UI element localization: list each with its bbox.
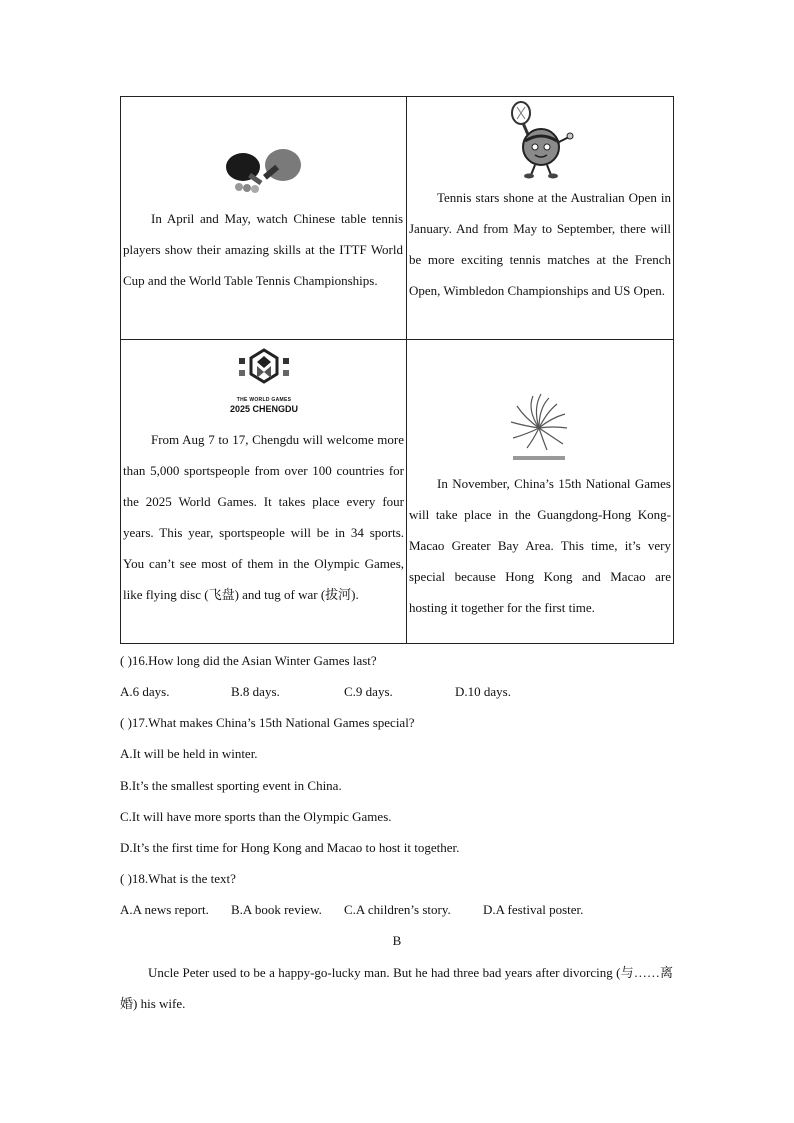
- q18-option-d: D.A festival poster.: [483, 902, 584, 917]
- q18-option-a: A.A news report.: [120, 902, 209, 917]
- q17-option-c: C.It will have more sports than the Olympic Games.: [120, 809, 392, 824]
- cell-world-games: [121, 340, 407, 643]
- q17-option-d: D.It’s the first time for Hong Kong and Macao to host it together.: [120, 840, 460, 855]
- q16-option-c: C.9 days.: [344, 684, 393, 699]
- world-games-logo-line2: 2025 CHENGDU: [229, 404, 299, 414]
- cell-table-tennis: [121, 97, 407, 340]
- passage-b-text: Uncle Peter used to be a happy-go-lucky man. But he had three bad years after divorcing (与……离婚) his wife.: [120, 965, 673, 1011]
- tennis-ball-mascot-icon: [507, 101, 577, 181]
- q16-option-a: A.6 days.: [120, 684, 170, 699]
- q17-option-a: A.It will be held in winter.: [120, 746, 258, 761]
- table-tennis-paddles-icon: [223, 147, 307, 195]
- passage-a-table: [120, 96, 674, 644]
- question-17: ( )17.What makes China’s 15th National Games special?: [120, 715, 415, 730]
- cell-tennis: [407, 97, 673, 340]
- q17-option-b: B.It’s the smallest sporting event in China.: [120, 778, 342, 793]
- national-games-logo-icon: [507, 392, 571, 464]
- world-games-logo-line1: THE WORLD GAMES: [236, 397, 292, 403]
- q18-option-c: C.A children’s story.: [344, 902, 451, 917]
- q18-option-b: B.A book review.: [231, 902, 322, 917]
- passage-b-heading: B: [392, 933, 402, 948]
- q16-option-b: B.8 days.: [231, 684, 280, 699]
- world-games-logo-icon: [229, 348, 299, 396]
- tennis-text: Tennis stars shone at the Australian Open in January. And from May to September, there will be more exciting tennis matches at the French Open, Wimbledon Championships and US Open.: [409, 190, 671, 298]
- world-games-text: From Aug 7 to 17, Chengdu will welcome more than 5,000 sportspeople from over 100 countries for the 2025 World Games. It takes place every four years. This year, sportspeople will be in 34 sports. You can’t see most of them in the Olympic Games, like flying disc (飞盘) and tug of war (拔河).: [123, 432, 404, 602]
- table-tennis-text: In April and May, watch Chinese table tennis players show their amazing skills at the ITTF World Cup and the World Table Tennis Championships.: [123, 211, 403, 288]
- question-18: ( )18.What is the text?: [120, 871, 236, 886]
- question-16: ( )16.How long did the Asian Winter Games last?: [120, 653, 377, 668]
- cell-national-games: [407, 340, 673, 643]
- q16-option-d: D.10 days.: [455, 684, 511, 699]
- national-games-text: In November, China’s 15th National Games will take place in the Guangdong-Hong Kong-Macao Greater Bay Area. This time, it’s very special because Hong Kong and Macao are hosting it together for the first time.: [409, 476, 671, 615]
